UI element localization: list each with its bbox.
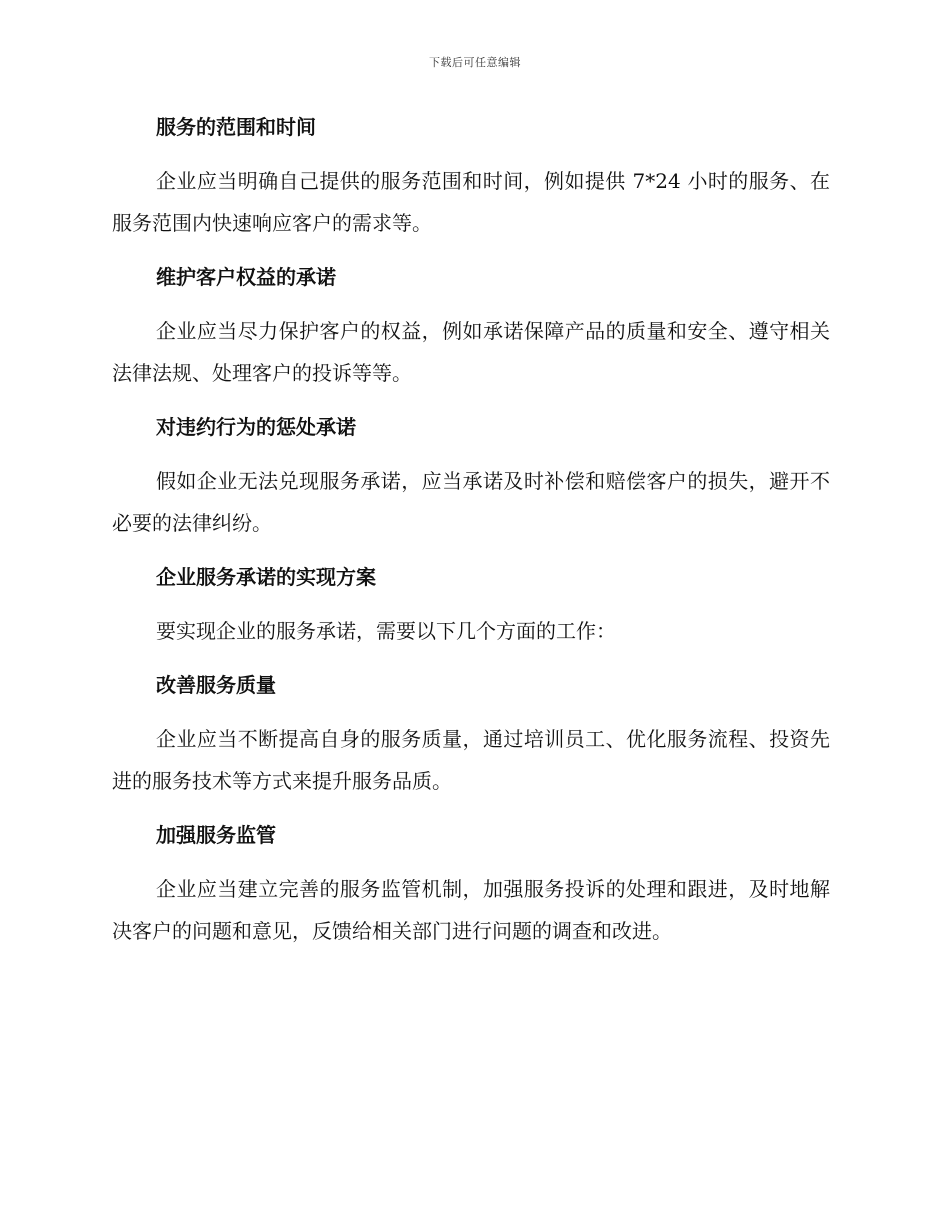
section-heading: 改善服务质量 bbox=[156, 673, 276, 697]
section-heading: 对违约行为的惩处承诺 bbox=[156, 415, 356, 439]
section-heading: 加强服务监管 bbox=[156, 823, 276, 847]
section-paragraph: 假如企业无法兑现服务承诺，应当承诺及时补偿和赔偿客户的损失，避开不必要的法律纠纷。 bbox=[112, 469, 830, 535]
section-improve-quality bbox=[112, 666, 830, 802]
section-heading: 企业服务承诺的实现方案 bbox=[156, 565, 376, 589]
section-heading: 服务的范围和时间 bbox=[156, 115, 316, 139]
section-implementation-plan bbox=[112, 558, 830, 652]
section-paragraph: 企业应当建立完善的服务监管机制，加强服务投诉的处理和跟进，及时地解决客户的问题和意见，反馈给相关部门进行问题的调查和改进。 bbox=[112, 877, 830, 943]
section-breach-penalty bbox=[112, 408, 830, 544]
section-service-scope bbox=[112, 108, 830, 244]
section-paragraph: 要实现企业的服务承诺，需要以下几个方面的工作： bbox=[156, 619, 616, 643]
section-heading: 维护客户权益的承诺 bbox=[156, 265, 336, 289]
header-note: 下载后可任意编辑 bbox=[429, 56, 521, 69]
section-strengthen-supervision bbox=[112, 816, 830, 952]
section-paragraph: 企业应当尽力保护客户的权益，例如承诺保障产品的质量和安全、遵守相关法律法规、处理客户的投诉等等。 bbox=[112, 319, 830, 385]
section-paragraph: 企业应当不断提高自身的服务质量，通过培训员工、优化服务流程、投资先进的服务技术等方式来提升服务品质。 bbox=[112, 727, 830, 793]
section-paragraph: 企业应当明确自己提供的服务范围和时间，例如提供 7*24 小时的服务、在服务范围内快速响应客户的需求等。 bbox=[112, 169, 830, 235]
document-body bbox=[112, 108, 830, 966]
section-customer-rights bbox=[112, 258, 830, 394]
